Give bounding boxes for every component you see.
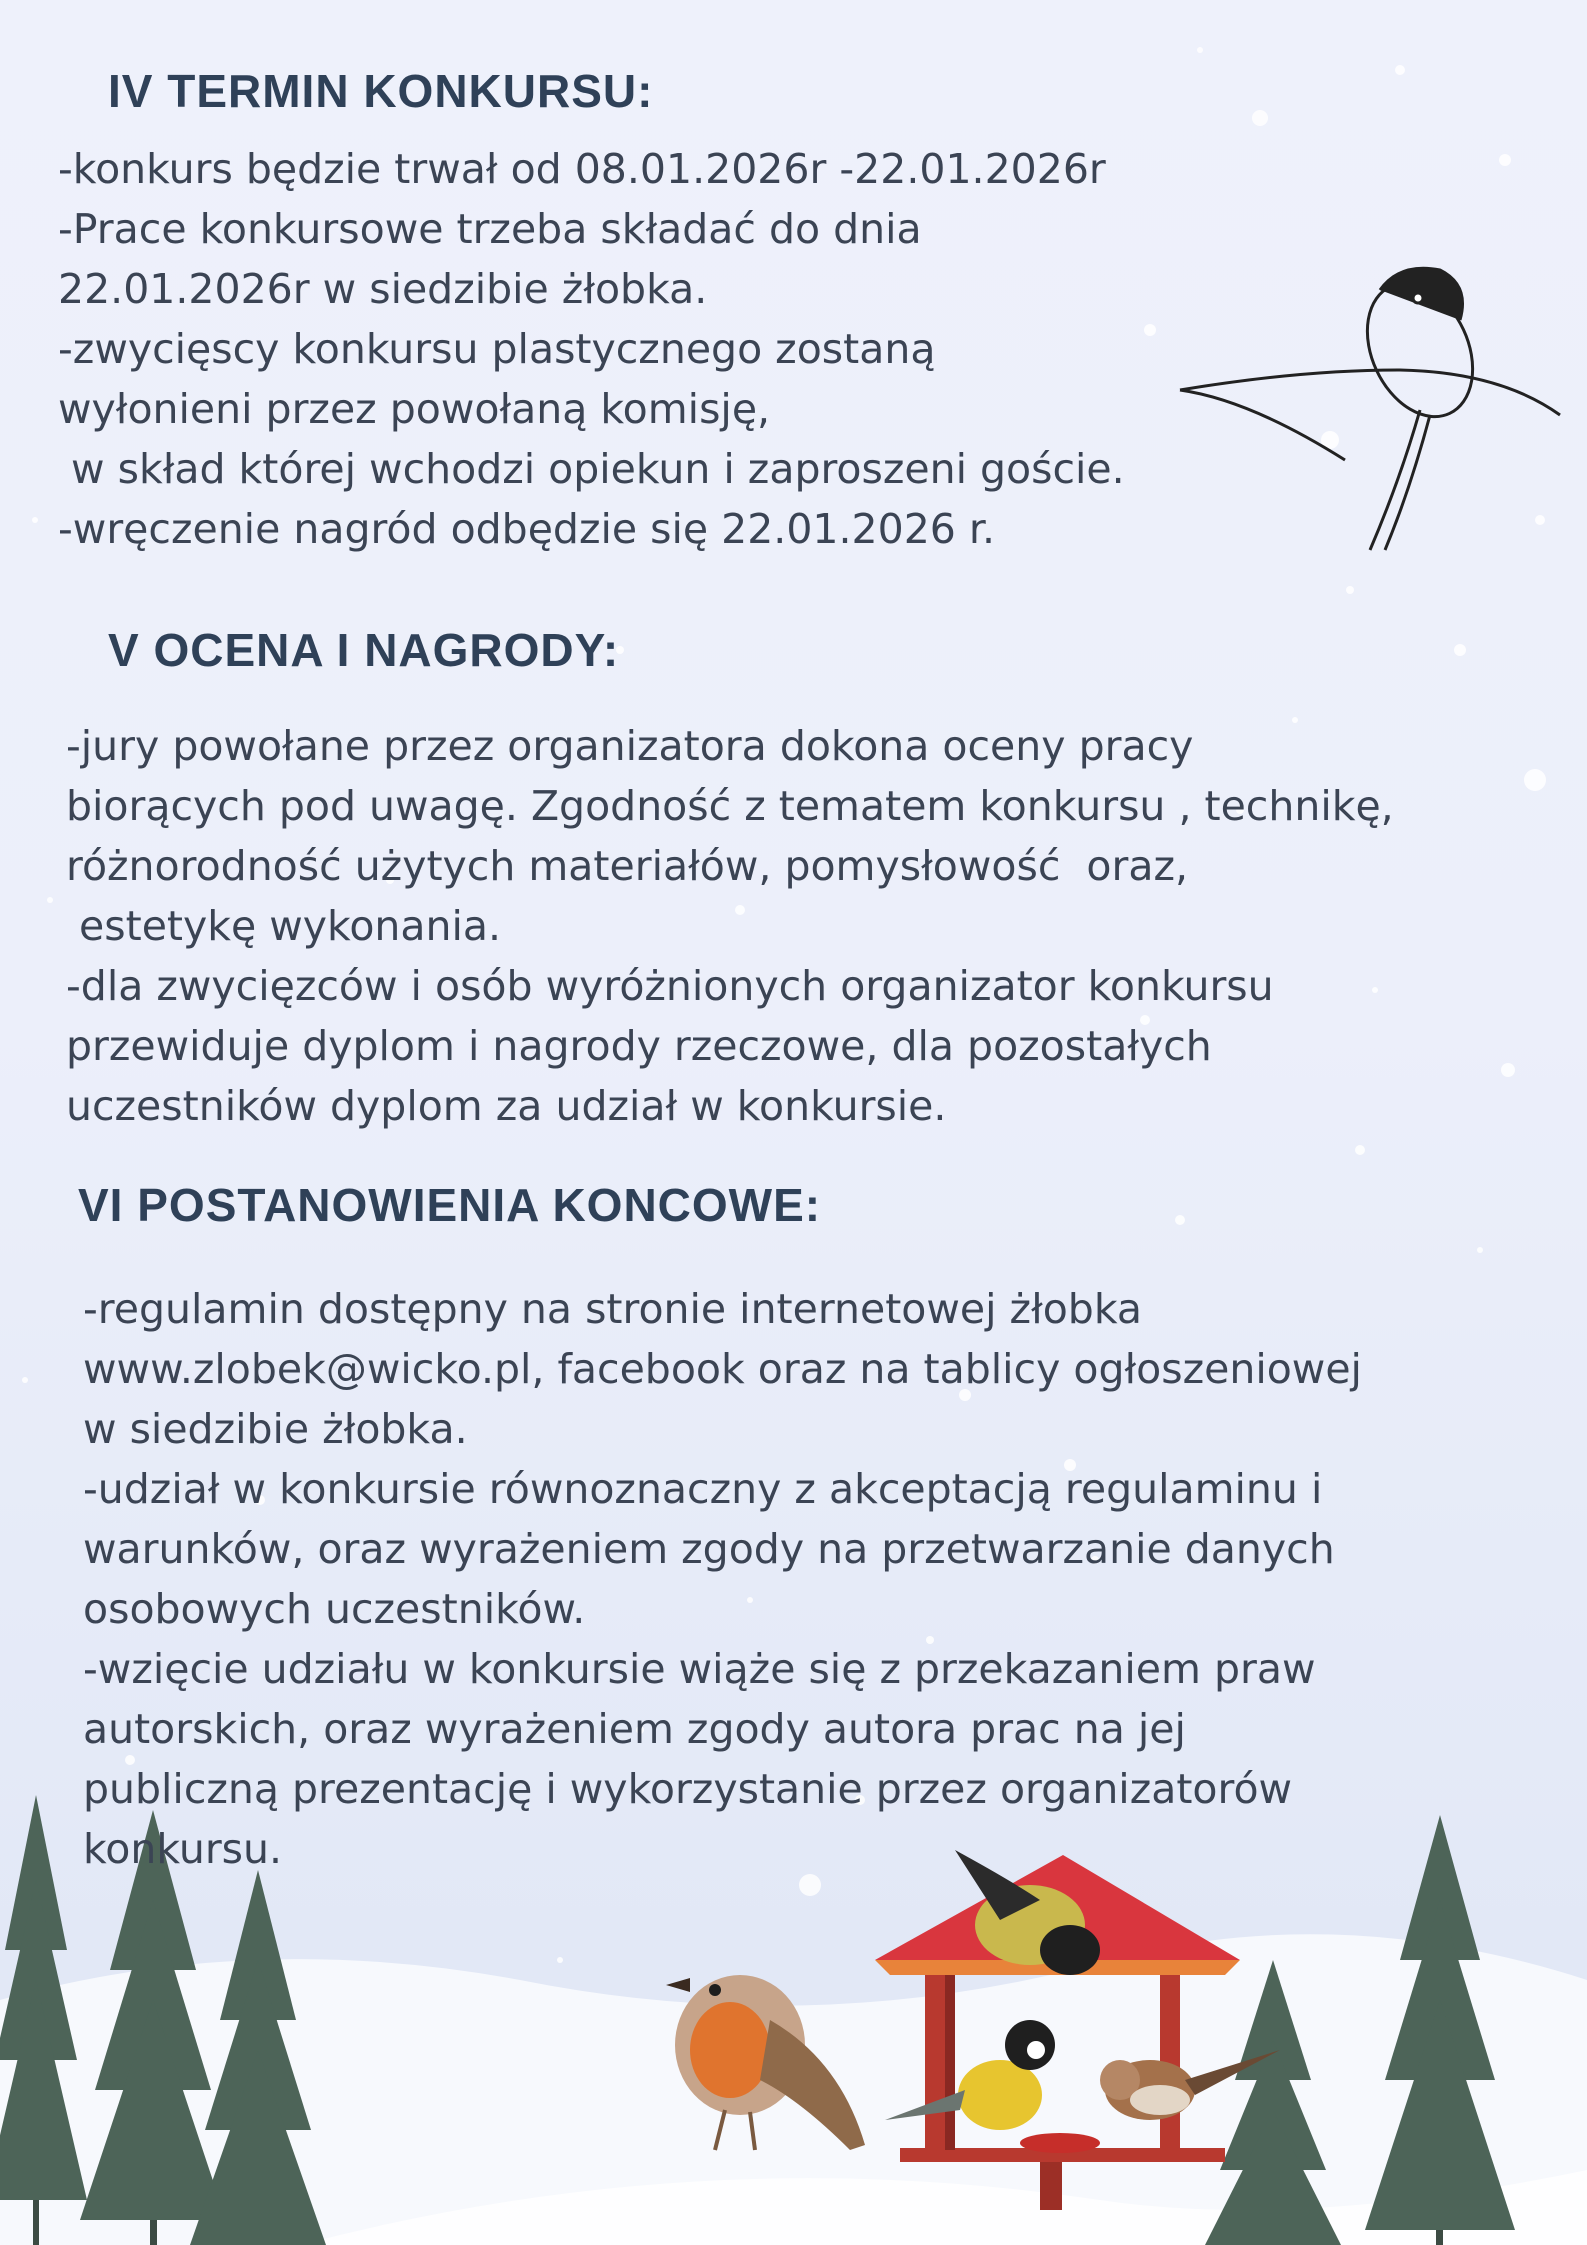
section-title-postanowienia: VI POSTANOWIENIA KONCOWE: [78, 1179, 822, 1231]
section-title-termin: IV TERMIN KONKURSU: [108, 65, 654, 117]
section-postanowienia-text [83, 1279, 1362, 1879]
section-ocena-text [66, 716, 1394, 1136]
text-line: -udział w konkursie równoznaczny z akceptacją regulaminu i [83, 1465, 1323, 1513]
text-line: konkursu. [83, 1825, 283, 1873]
text-line: 22.01.2026r w siedzibie żłobka. [58, 265, 708, 313]
text-line: przewiduje dyplom i nagrody rzeczowe, dla pozostałych [66, 1022, 1212, 1070]
text-line: osobowych uczestników. [83, 1585, 586, 1633]
text-line: w siedzibie żłobka. [83, 1405, 468, 1453]
text-line: autorskich, oraz wyrażeniem zgody autora prac na jej [83, 1705, 1186, 1753]
text-line: różnorodność użytych materiałów, pomysłowość oraz, [66, 842, 1189, 890]
text-line: publiczną prezentację i wykorzystanie przez organizatorów [83, 1765, 1293, 1813]
text-line: -zwycięscy konkursu plastycznego zostaną [58, 325, 936, 373]
text-line: -Prace konkursowe trzeba składać do dnia [58, 205, 922, 253]
sketch-bird-on-branch [1180, 266, 1560, 550]
text-line: -wręczenie nagród odbędzie się 22.01.2026 r. [58, 505, 996, 553]
text-line: biorących pod uwagę. Zgodność z tematem konkursu , technikę, [66, 782, 1394, 830]
text-line: -wzięcie udziału w konkursie wiąże się z przekazaniem praw [83, 1645, 1316, 1693]
text-line: -jury powołane przez organizatora dokona oceny pracy [66, 722, 1194, 770]
text-line: -dla zwycięzców i osób wyróżnionych organizator konkursu [66, 962, 1274, 1010]
text-line: www.zlobek@wicko.pl, facebook oraz na tablicy ogłoszeniowej [83, 1345, 1362, 1393]
text-line: -konkurs będzie trwał od 08.01.2026r -22.01.2026r [58, 145, 1106, 193]
text-line: -regulamin dostępny na stronie internetowej żłobka [83, 1285, 1142, 1333]
section-title-ocena: V OCENA I NAGRODY: [108, 624, 620, 676]
text-line: warunków, oraz wyrażeniem zgody na przetwarzanie danych [83, 1525, 1335, 1573]
text-line: estetykę wykonania. [66, 902, 502, 950]
text-line: uczestników dyplom za udział w konkursie. [66, 1082, 947, 1130]
text-line: wyłonieni przez powołaną komisję, [58, 385, 771, 433]
text-line: w skład której wchodzi opiekun i zaproszeni goście. [58, 445, 1125, 493]
section-termin-text [58, 139, 1125, 559]
